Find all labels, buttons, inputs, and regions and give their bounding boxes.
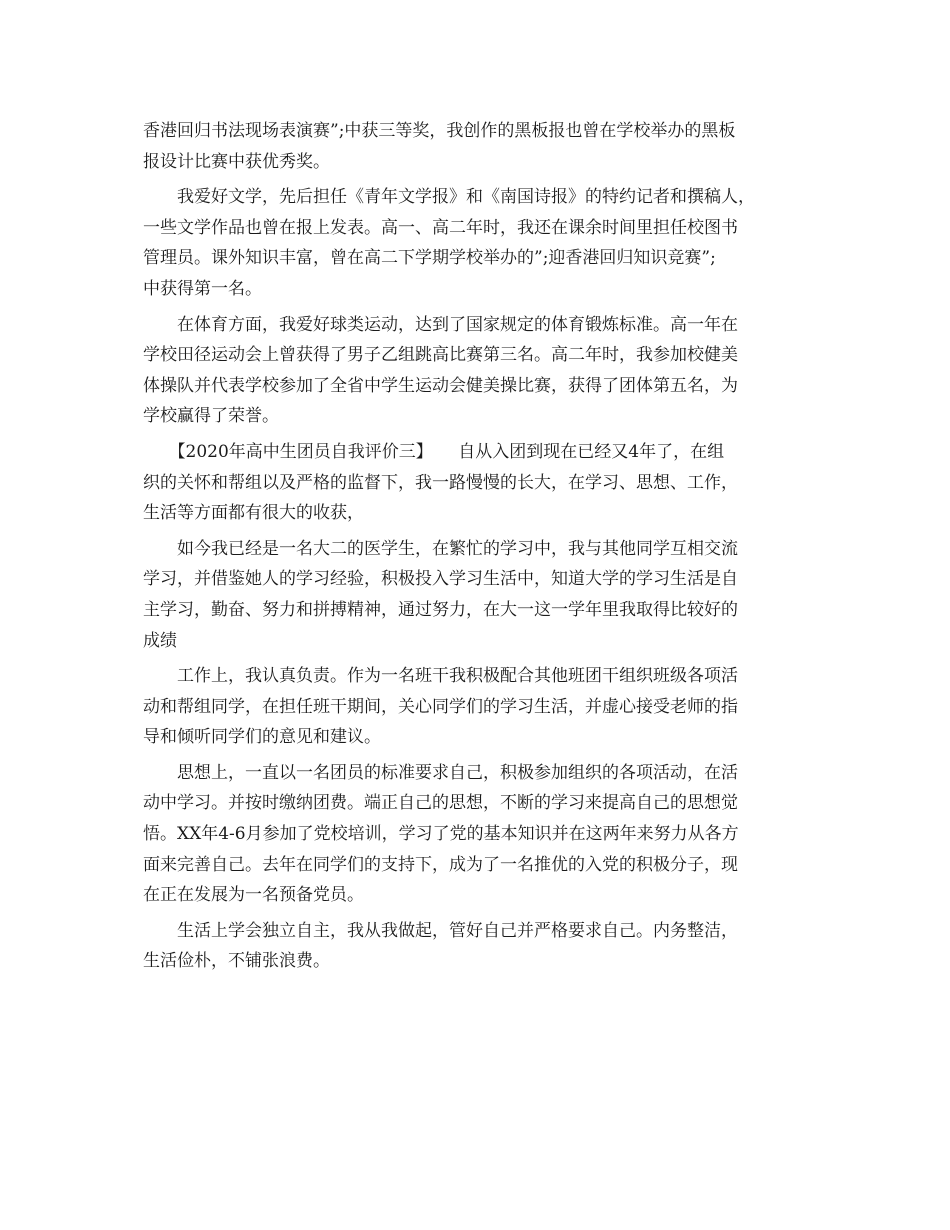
paragraph-line: 生活上学会独立自主，我从我做起，管好自己并严格要求自己。内务整洁，: [143, 920, 738, 941]
paragraph-line: 悟。XX年4-6月参加了党校培训，学习了党的基本知识并在这两年来努力从各方: [143, 824, 739, 845]
paragraph-8: [143, 916, 811, 977]
document-body: [143, 116, 811, 977]
paragraph-5: [143, 534, 811, 656]
paragraph-line: 生活等方面都有很大的收获，: [143, 503, 364, 524]
paragraph-line: 体操队并代表学校参加了全省中学生运动会健美操比赛，获得了团体第五名，为: [143, 375, 738, 396]
paragraph-6: [143, 661, 811, 753]
paragraph-line: 织的关怀和帮组以及严格的监督下，我一路慢慢的长大，在学习、思想、工作，: [143, 472, 738, 493]
paragraph-line: 管理员。课外知识丰富，曾在高二下学期学校举办的”;迎香港回归知识竞赛”;: [143, 248, 716, 269]
paragraph-line: 香港回归书法现场表演赛”;中获三等奖，我创作的黑板报也曾在学校举办的黑板: [143, 121, 736, 141]
paragraph-line: 学校赢得了荣誉。: [143, 406, 279, 427]
paragraph-line: 动和帮组同学，在担任班干期间，关心同学们的学习生活，并虚心接受老师的指: [143, 696, 738, 717]
paragraph-line: 面来完善自己。去年在同学们的支持下，成为了一名推优的入党的积极分子，现: [143, 854, 738, 875]
paragraph-line: 主学习，勤奋、努力和拼搏精神，通过努力，在大一这一学年里我取得比较好的: [143, 599, 738, 620]
paragraph-line: 思想上，一直以一名团员的标准要求自己，积极参加组织的各项活动，在活: [143, 762, 738, 783]
paragraph-line: 在正在发展为一名预备党员。: [143, 885, 364, 906]
paragraph-line: 中获得第一名。: [143, 278, 262, 299]
paragraph-line: 【2020年高中生团员自我评价三】 自从入团到现在已经又4年了，在组: [143, 441, 725, 462]
paragraph-line: 报设计比赛中获优秀奖。: [143, 151, 330, 172]
paragraph-4: [143, 437, 811, 529]
paragraph-line: 一些文学作品也曾在报上发表。高一、高二年时，我还在课余时间里担任校图书: [143, 217, 738, 238]
paragraph-line: 导和倾听同学们的意见和建议。: [143, 727, 381, 748]
paragraph-line: 动中学习。并按时缴纳团费。端正自己的思想，不断的学习来提高自己的思想觉: [143, 793, 738, 814]
paragraph-line: 学习，并借鉴她人的学习经验，积极投入学习生活中，知道大学的学习生活是自: [143, 569, 738, 590]
paragraph-line: 成绩: [143, 630, 177, 651]
paragraph-line: 学校田径运动会上曾获得了男子乙组跳高比赛第三名。高二年时，我参加校健美: [143, 345, 738, 366]
paragraph-line: 在体育方面，我爱好球类运动，达到了国家规定的体育锻炼标准。高一年在: [143, 314, 738, 335]
paragraph-2: [143, 182, 811, 304]
paragraph-line: 如今我已经是一名大二的医学生，在繁忙的学习中，我与其他同学互相交流: [143, 538, 738, 559]
paragraph-line: 工作上，我认真负责。作为一名班干我积极配合其他班团干组织班级各项活: [143, 666, 738, 687]
paragraph-7: [143, 758, 811, 911]
paragraph-line: 我爱好文学，先后担任《青年文学报》和《南国诗报》的特约记者和撰稿人，: [143, 187, 755, 208]
paragraph-line: 生活俭朴，不铺张浪费。: [143, 951, 330, 972]
paragraph-3: [143, 310, 811, 432]
paragraph-1: [143, 116, 811, 177]
